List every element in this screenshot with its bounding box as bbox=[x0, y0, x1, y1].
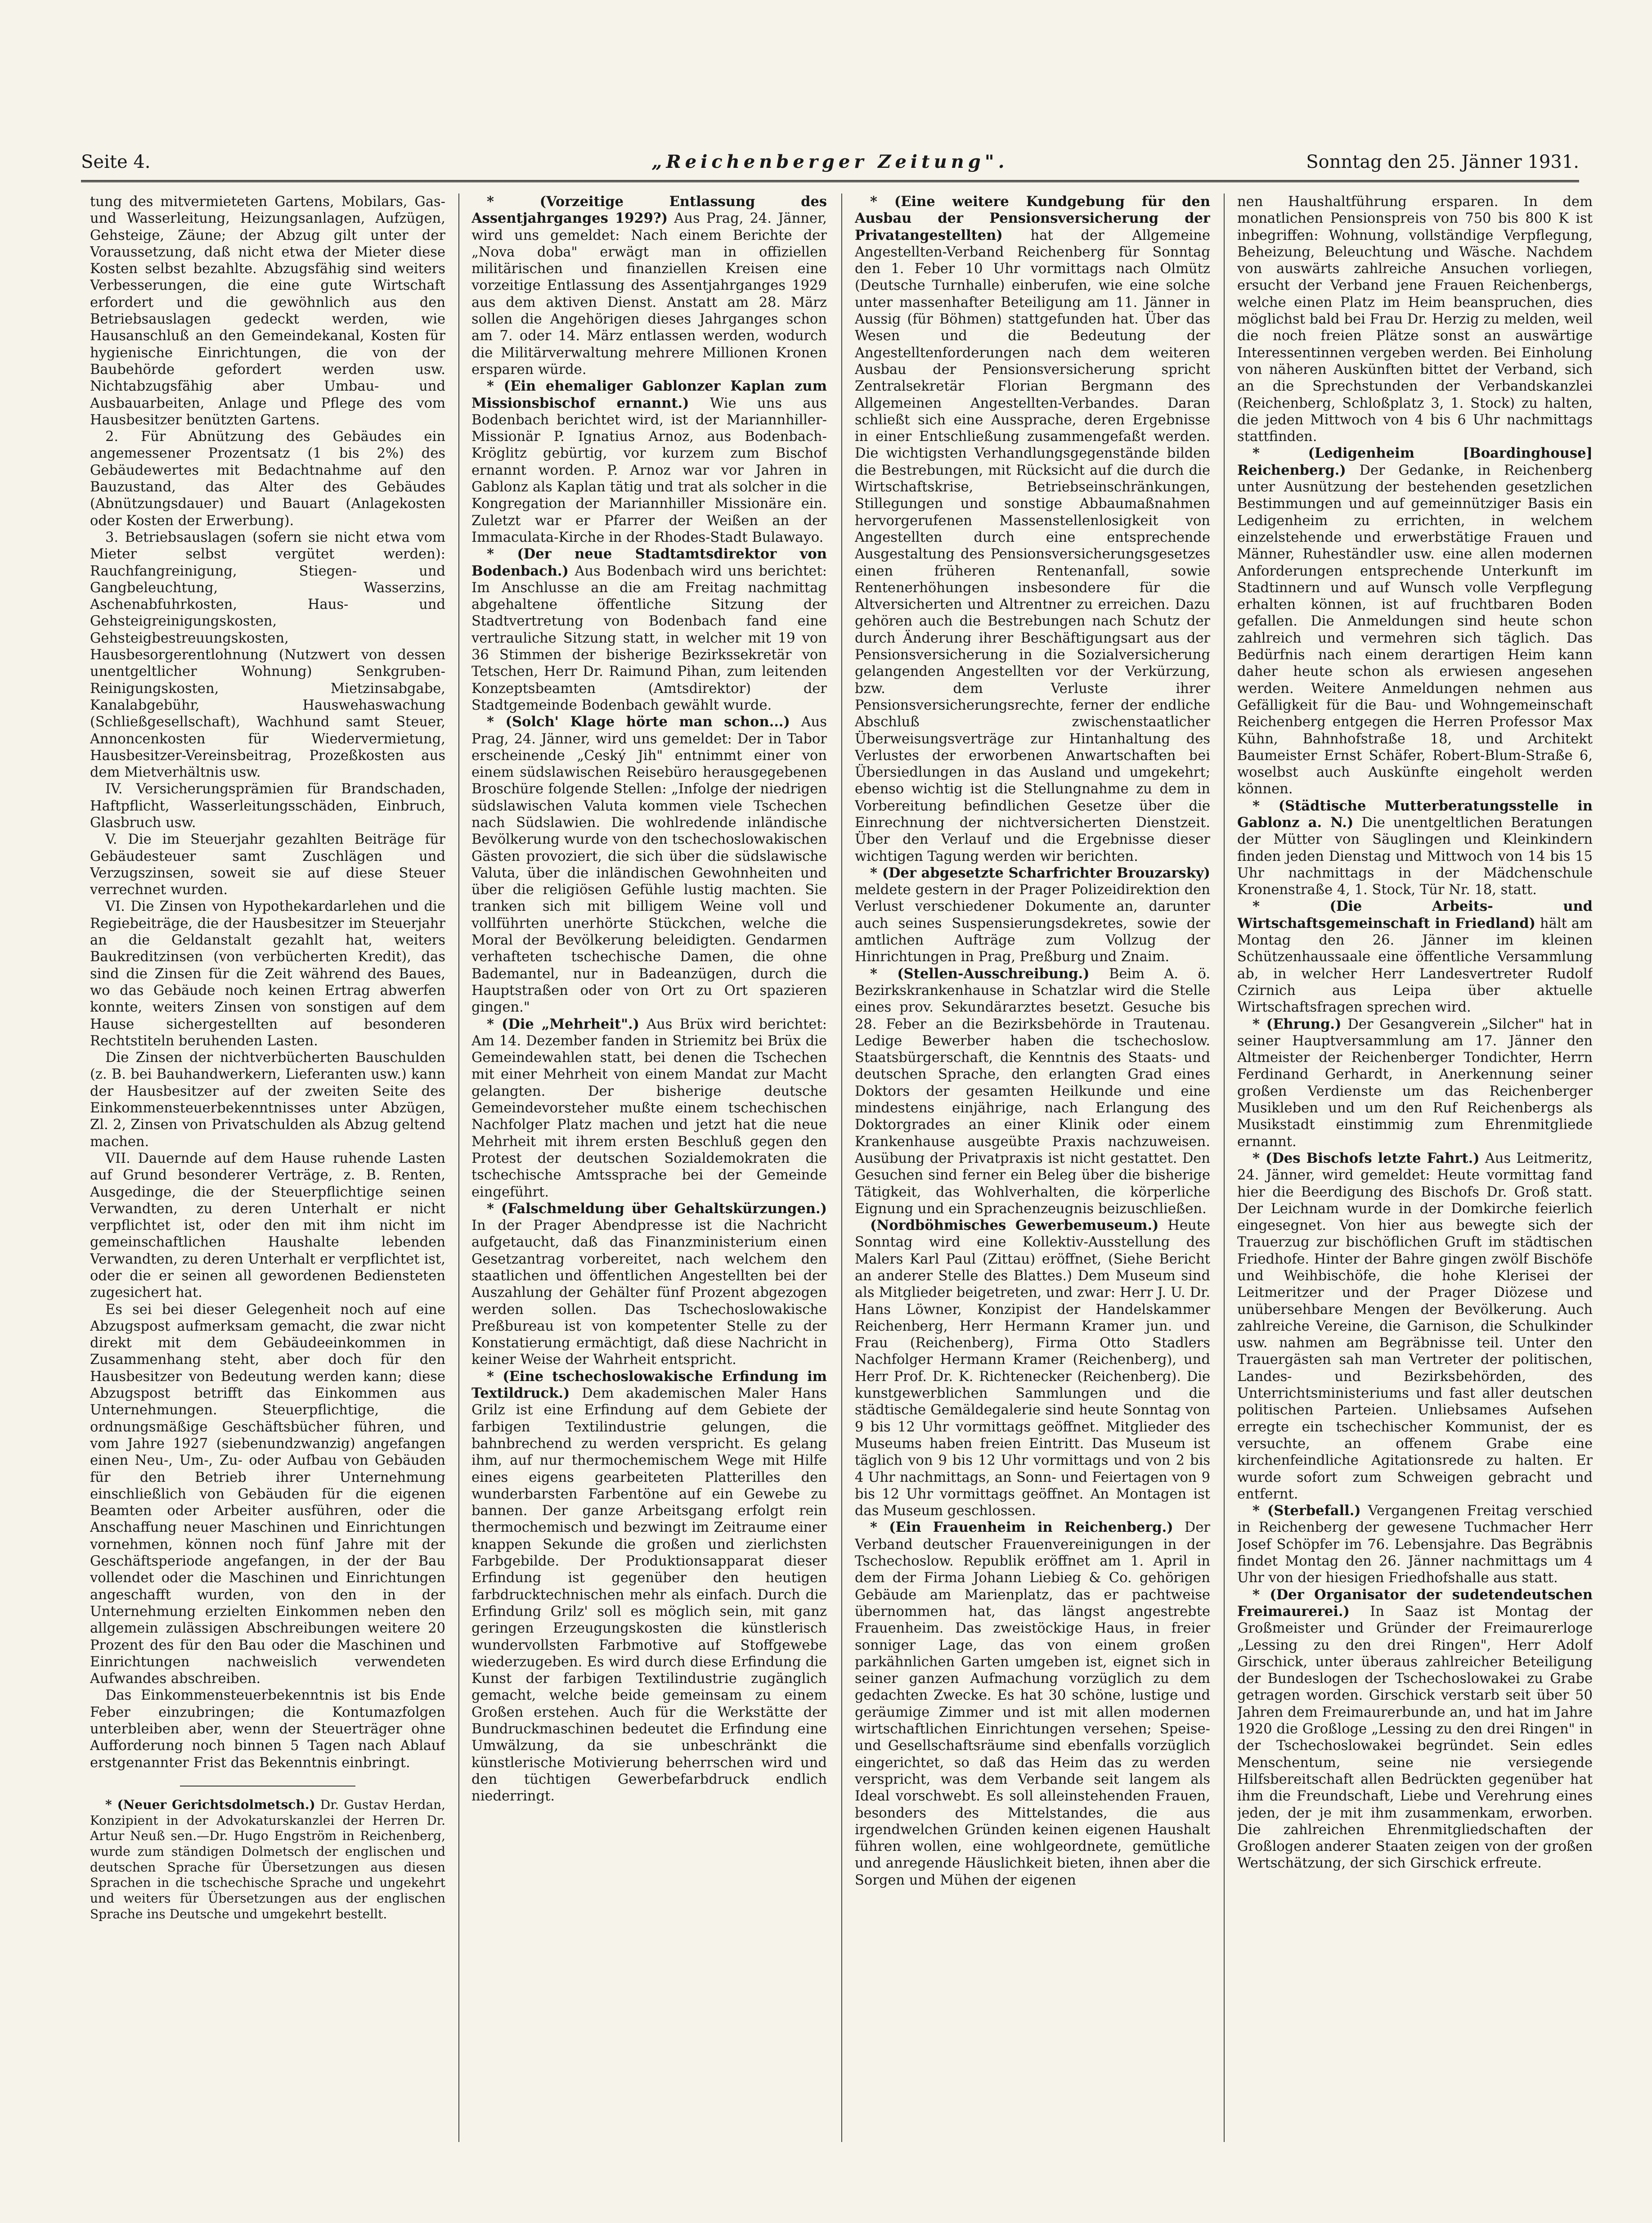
article-text: Aus Prag, 24. Jänner, wird uns gemeldet: Der in Tabor erscheinende „Ceský Jih" entnimmt einer von einem südslawischen Reisebüro herausgegebenen Broschüre folgende Stellen: „Infolge der niedrigen südslawischen Valuta kommen viele Tschechen nach Südslawien. Die wohlredende inländische Bevölkerung wurde von den tschechoslowakischen Gästen provoziert, die sich über die südslawische Valuta, über die inländischen Gewohnheiten und über die religiösen Gefühle lustig machten. Sie tranken sich mit billigem Weine voll und vollführten unerhörte Stückchen, welche die Moral der Bevölkerung beleidigten. Gendarmen verhafteten tschechische Damen, die ohne Bademantel, nur in Badeanzügen, durch die Hauptstraßen oder von Ort zu Ort spazieren gingen." bbox=[471, 714, 827, 1016]
article-paragraph bbox=[90, 898, 445, 1049]
article-paragraph bbox=[855, 1519, 1210, 1889]
article-paragraph bbox=[471, 714, 827, 1016]
article-text: Dem akademischen Maler Hans Grilz ist eine Erfindung auf dem Gebiete der farbigen Textilindustrie gelungen, die bahnbrechend zu werden verspricht. Es gelang ihm, auf nur thermochemischem Wege mit Hilfe eines eigens gearbeiteten Platterilles den wunderbarsten Farbentöne auf ein Gewebe zu bannen. Der ganze Arbeitsgang erfolgt rein thermochemisch und bezwingt im Zeitraume einer knappen Sekunde die großen und zierlichsten Farbgebilde. Der Produktionsapparat dieser Erfindung ist gegenüber den heutigen farbdrucktechnischen mehr als einfach. Durch die Erfindung Grilz' soll es möglich sein, mit ganz geringen Erzeugungskosten die künstlerisch wundervollsten Farbmotive auf Stoffgewebe wiederzugeben. Es wird durch diese Erfindung die Kunst der farbigen Textilindustrie zugänglich gemacht, welche beide gemeinsam zu einem Großen erstehen. Auch für die Werkstätte der Bundruckmaschinen bedeutet die Erfindung eine Umwälzung, da sie unbeschränkt die künstlerische Motivierung beherrschen wird und den tüchtigen Gewerbefarbdruck endlich niederringt. bbox=[471, 1386, 827, 1804]
article-text: VI. Die Zinsen von Hypothekardarlehen und die Regiebeiträge, die der Hausbesitzer im Steuerjahr an die Geldanstalt gezahlt hat, weiters Baukreditzinsen (von verbücherten Kredit), das sind die Zinsen für die Zeit während des Baues, wo das Gebäude noch keinen Ertrag abwerfen konnte, weiters Zinsen von sonstigen auf dem Hause sichergestellten auf besonderen Rechtstiteln beruhenden Lasten. bbox=[90, 899, 445, 1049]
article-paragraph bbox=[1237, 1587, 1593, 1872]
article-paragraph bbox=[855, 966, 1210, 1217]
header-rule bbox=[81, 180, 1579, 182]
article-heading: * (Neuer Gerichtsdolmetsch.) bbox=[105, 1797, 315, 1812]
article-paragraph bbox=[90, 1301, 445, 1688]
article-paragraph bbox=[471, 546, 827, 714]
article-text: hat der Allgemeine Angestellten-Verband Reichenberg für Sonntag den 1. Feber 10 Uhr vormittags nach Olmütz (Deutsche Turnhalle) einberufen, wie eine solche unter massenhafter Beteiligung am 11. Jänner in Aussig (für Böhmen) stattgefunden hat. Über das Wesen und die Bedeutung der Angestelltenforderungen nach dem weiteren Ausbau der Pensionsversicherung spricht Zentralsekretär Florian Bergmann des Allgemeinen Angestellten-Verbandes. Daran schließt sich eine Aussprache, deren Ergebnisse in einer Entschließung zusammengefaßt werden. Die wichtigsten Verhandlungsgegenstände bilden die Bestrebungen, mit Rücksicht auf die durch die Wirtschaftskrise, Betriebseinschränkungen, Stillegungen und sonstige Abbaumaßnahmen hervorgerufenen Massenstellenlosigkeit von Angestellten durch eine entsprechende Ausgestaltung des Pensionsversicherungsgesetzes einen früheren Rentenanfall, sowie Rentenerhöhungen insbesondere für die Altversicherten und Altrentner zu erreichen. Dazu gehören auch die Bestrebungen nach Schutz der durch Änderung ihrer Beschäftigungsart aus der Pensionsversicherung in die Sozialversicherung gelangenden Angestellten vor der Verkürzung, bzw. dem Verluste ihrer Pensionsversicherungsrechte, ferner der endliche Abschluß zwischenstaatlicher Überweisungsverträge zur Hintanhaltung des Verlustes der erworbenen Anwartschaften bei Übersiedlungen in das Ausland und umgekehrt; ebenso wichtig ist die Stellungnahme zu dem in Vorbereitung befindlichen Gesetze über die Einrechnung der nichtversicherten Dienstzeit. Über den Verlauf und die Ergebnisse dieser wichtigen Tagung werden wir berichten. bbox=[855, 227, 1210, 864]
article-text: 3. Betriebsauslagen (sofern sie nicht etwa vom Mieter selbst vergütet werden): Rauchfangreinigung, Stiegen- und Gangbeleuchtung, Wasserzins, Aschenabfuhrkosten, Haus- und Gehsteigreinigungskosten, Gehsteigbestreuungskosten, Hausbesorgerentlohnung (Nutzwert von dessen unentgeltlicher Wohnung) Senkgruben-Reinigungskosten, Mietzinsabgabe, Kanalabgebühr, Hauswehaswachung (Schließgesellschaft), Wachhund samt Steuer, Annoncenkosten für Wiedervermietung, Hausbesitzer-Vereinsbeitrag, Prozeßkosten aus dem Mietverhältnis usw. bbox=[90, 529, 445, 781]
article-text: Wie uns aus Bodenbach berichtet wird, ist der Mariannhiller-Missionär P. Ignatius Arnoz, aus Bodenbach-Kröglitz gebürtig, vor kurzem zum Bischof ernannt worden. P. Arnoz war vor Jahren in Gablonz als Kaplan tätig und trat als solcher in die Kongregation der Mariannhiller Missionäre ein. Zuletzt war er Pfarrer der Weißen an der Immaculata-Kirche in der Rhodes-Stadt Bulawayo. bbox=[471, 395, 827, 545]
article-paragraph bbox=[90, 1049, 445, 1150]
article-paragraph bbox=[90, 1150, 445, 1301]
article-paragraph bbox=[471, 1201, 827, 1368]
article-heading: * (Städtische Mutterberatungsstelle in Gablonz a. N.) bbox=[1237, 797, 1593, 831]
article-paragraph bbox=[1237, 1503, 1593, 1586]
article-paragraph bbox=[1237, 1016, 1593, 1150]
article-heading: * (Sterbefall.) bbox=[1252, 1503, 1361, 1519]
article-paragraph bbox=[1237, 898, 1593, 1016]
article-heading: * (Der Organisator der sudetendeutschen Freimaurerei.) bbox=[1237, 1586, 1593, 1620]
article-paragraph bbox=[471, 1016, 827, 1201]
article-heading: * (Stellen-Ausschreibung.) bbox=[870, 965, 1090, 982]
article-text: Dr. Gustav Herdan, Konzipient in der Advokaturskanzlei der Herren Dr. Artur Neuß sen.—Dr. Hugo Engström in Reichenberg, wurde zum ständigen Dolmetsch der englischen und deutschen Sprache für Übersetzungen aus diesen Sprachen in die tschechische Sprache und ungekehrt und weiters für Übersetzungen aus der englischen Sprache ins Deutsche und umgekehrt bestellt. bbox=[90, 1797, 445, 1922]
page-number: Seite 4. bbox=[81, 152, 151, 172]
article-paragraph bbox=[90, 194, 445, 428]
issue-date: Sonntag den 25. Jänner 1931. bbox=[1306, 152, 1579, 172]
article-paragraph bbox=[855, 865, 1210, 966]
article-paragraph bbox=[1237, 194, 1593, 445]
article-paragraph bbox=[90, 831, 445, 898]
article-text: VII. Dauernde auf dem Hause ruhende Lasten auf Grund besonderer Verträge, z. B. Renten, Ausgedinge, die der Steuerpflichtige seinen Verwandten, zu deren Unterhalt er nicht verpflichtet ist, oder den mit ihm nicht im gemeinschaftlichen Haushalte lebenden Verwandten, zu deren Unterhalt er verpflichtet ist, oder die er seinen all gewordenen Bediensteten zugesichert hat. bbox=[90, 1150, 445, 1301]
article-text: Der Gedanke, in Reichenberg unter Ausnützung der bestehenden gesetzlichen Bestimmungen und auf gemeinnütziger Basis ein Ledigenheim zu errichten, in welchem einzelstehende und erwerbstätige Frauen und Männer, Ruheständler usw. eine allen modernen Anforderungen entsprechende Unterkunft im Stadtinnern und auf Wunsch volle Verpflegung erhalten können, ist auf fruchtbaren Boden gefallen. Die Anmeldungen sind heute schon zahlreich und vermehren sich täglich. Das Bedürfnis nach einem derartigen Heim kann daher heute schon als erwiesen angesehen werden. Weitere Anmeldungen nehmen aus Gefälligkeit für die Bau- und Wohngemeinschaft Reichenberg entgegen die Herren Professor Max Kühn, Bahnhofstraße 18, und Architekt Baumeister Ernst Schäfer, Robert-Blum-Straße 6, woselbst auch Auskünfte eingeholt werden können. bbox=[1237, 462, 1593, 797]
article-text: Vergangenen Freitag verschied in Reichenberg der gewesene Tuchmacher Herr Josef Schöpfer im 76. Lebensjahre. Das Begräbnis findet Montag den 26. Jänner nachmittags um 4 Uhr von der hiesigen Friedhofshalle aus statt. bbox=[1237, 1503, 1593, 1586]
article-text: Der Verband deutscher Frauenvereinigungen in der Tschechoslow. Republik eröffnet am 1. April in dem der Firma Johann Liebieg & Co. gehörigen Gebäude am Marienplatz, das er pachtweise übernommen hat, das längst angestrebte Frauenheim. Das zweistöckige Haus, in freier sonniger Lage, das von einem großen parkähnlichen Garten umgeben ist, eignet sich in seiner ganzen Aufmachung vorzüglich zu dem gedachten Zwecke. Es hat 30 schöne, lustige und geräumige Zimmer und ist mit allen modernen wirtschaftlichen Einrichtungen versehen; Speise- und Gesellschaftsräume sind ebenfalls vorzüglich eingerichtet, so daß das Heim das zu werden verspricht, was dem Verbande seit langem als Ideal vorschwebt. Es soll alleinstehenden Frauen, besonders des Mittelstandes, die aus irgendwelchen Gründen keinen eigenen Haushalt führen wollen, eine wohlgeordnete, gemütliche und anregende Häuslichkeit bieten, ihnen aber die Sorgen und Mühen der eigenen bbox=[855, 1520, 1210, 1888]
article-text: nen Haushaltführung ersparen. In dem monatlichen Pensionspreis von 750 bis 800 K ist inbegriffen: Wohnung, vollständige Verpflegung, Beheizung, Beleuchtung und Wäsche. Nachdem von auswärts zahlreiche Ansuchen vorliegen, ersucht der Verband jene Frauen Reichenbergs, welche einen Platz im Heim beanspruchen, dies möglichst bald bei Frau Dr. Herzig zu melden, weil die noch freien Plätze sonst an auswärtige Interessentinnen vergeben werden. Bei Einholung von näheren Auskünften bittet der Verband, sich an die Sprechstunden der Verbandskanzlei (Reichenberg, Schloßplatz 3, 1. Stock) zu halten, die jeden Mittwoch von 4 bis 6 Uhr nachmittags stattfinden. bbox=[1237, 194, 1593, 445]
article-text: Beim A. ö. Bezirkskrankenhause in Schatzlar wird die Stelle eines prov. Sekundärarztes besetzt. Gesuche bis 28. Feber an die Bezirksbehörde in Trautenau. Ledige Bewerber haben die tschechoslow. Staatsbürgerschaft, die Kenntnis des Staats- und deutschen Sprache, den erlangten Grad eines Doktors der gesamten Heilkunde und eine mindestens einjährige, nach Erlangung des Doktorgrades an einer Klinik oder einem Krankenhause ausgeübte Praxis nachzuweisen. Ausübung der Privatpraxis ist nicht gestattet. Den Gesuchen sind ferner ein Beleg über die bisherige Tätigkeit, das Wohlverhalten, die körperliche Eignung und ein Sprachenzeugnis beizuschließen. bbox=[855, 966, 1210, 1217]
article-text: hält am Montag den 26. Jänner im kleinen Schützenhaussaale eine öffentliche Versammlung ab, in welcher Herr Landesvertreter Rudolf Czirnich aus Leipa über aktuelle Wirtschaftsfragen sprechen wird. bbox=[1237, 915, 1593, 1016]
article-heading: * (Vorzeitige Entlassung des Assentjahrganges 1929?) bbox=[471, 194, 827, 227]
text-column-4 bbox=[1237, 194, 1593, 2142]
article-text: Das Einkommensteuerbekenntnis ist bis Ende Feber einzubringen; die Kontumazfolgen unterbleiben aber, wenn der Steuerträger ohne Aufforderung noch binnen 5 Tagen nach Ablauf erstgenannter Frist das Bekenntnis einbringt. bbox=[90, 1688, 445, 1771]
article-heading: * (Ledigenheim [Boardinghouse] Reichenberg.) bbox=[1237, 445, 1593, 478]
article-text: 2. Für Abnützung des Gebäudes ein angemessener Prozentsatz (1 bis 2%) des Gebäudewertes mit Bedachtnahme auf den Bauzustand, das Alter des Gebäudes (Abnützungsdauer) und Bauart (Anlagekosten oder Kosten der Erwerbung). bbox=[90, 429, 445, 529]
article-paragraph bbox=[855, 194, 1210, 865]
article-paragraph bbox=[855, 1217, 1210, 1519]
article-text: Es sei bei dieser Gelegenheit noch auf eine Abzugspost aufmerksam gemacht, die zwar nicht direkt mit dem Gebäudeeinkommen in Zusammenhang steht, aber doch für den Hausbesitzer von Bedeutung werden kann; diese Abzugspost betrifft das Einkommen aus Unternehmungen. Steuerpflichtige, die ordnungsmäßige Geschäftsbücher führen, und vom Jahre 1927 (siebenundzwanzig) angefangen einen Neu-, Um-, Zu- oder Aufbau von Gebäuden für den Betrieb ihrer Unternehmung einschließlich von Gebäuden für die eigenen Beamten oder Arbeiter ausführen, oder die Anschaffung neuer Maschinen und Einrichtungen vornehmen, können noch fünf Jahre mit der Geschäftsperiode angefangen, in der der Bau vollendet oder die Maschinen und Einrichtungen angeschafft wurden, von den in der Unternehmung erzielten Einkommen neben den allgemein zulässigen Abschreibungen weitere 20 Prozent des für den Bau oder die Maschinen und Einrichtungen nachweislich verwendeten Aufwandes abschreiben. bbox=[90, 1301, 445, 1687]
article-paragraph bbox=[90, 529, 445, 781]
article-paragraph bbox=[471, 194, 827, 378]
text-column-2 bbox=[471, 194, 827, 2142]
article-text: V. Die im Steuerjahr gezahlten Beiträge für Gebäudesteuer samt Zuschlägen und Verzugszinsen, soweit sie auf diese Steuer verrechnet wurden. bbox=[90, 832, 445, 898]
article-paragraph bbox=[471, 1368, 827, 1805]
column-divider bbox=[841, 194, 842, 2142]
article-heading: * (Des Bischofs letzte Fahrt.) bbox=[1252, 1150, 1480, 1166]
article-heading: * (Die „Mehrheit".) bbox=[487, 1016, 640, 1032]
article-heading: * (Eine tschechoslowakische Erfindung im Textildruck.) bbox=[471, 1368, 827, 1402]
article-paragraph bbox=[1237, 1150, 1593, 1503]
article-paragraph bbox=[90, 1687, 445, 1771]
article-text: meldete gestern in der Prager Polizeidirektion den Verlust verschiedener Dokumente an, darunter auch seines Suspensierungsdekretes, sowie der amtlichen Aufträge zum Vollzug der Hinrichtungen in Prag, Preßburg und Znaim. bbox=[855, 882, 1210, 965]
article-text: In der Prager Abendpresse ist die Nachricht aufgetaucht, daß das Finanzministerium einen Gesetzantrag vorbereitet, nach welchem den staatlichen und öffentlichen Angestellten bei der Auszahlung der Gehälter fünf Prozent abgezogen werden sollen. Das Tschechoslowakische Preßbureau ist von kompetenter Stelle zu der Konstatierung ermächtigt, daß diese Nachricht in keiner Weise der Wahrheit entspricht. bbox=[471, 1218, 827, 1368]
text-column-1 bbox=[90, 194, 445, 2142]
article-heading: * (Eine weitere Kundgebung für den Ausbau der Pensionsversicherung der Privatangestellten) bbox=[855, 194, 1210, 243]
article-text: tung des mitvermieteten Gartens, Mobilars, Gas- und Wasserleitung, Heizungsanlagen, Aufzügen, Gehsteige, Zäune; der Abzug gilt unter der Voraussetzung, daß nicht etwa der Mieter diese Kosten selbst bezahlte. Abzugsfähig sind weiters Verbesserungen, die eine gute Wirtschaft erfordert und die gewöhnlich aus den Betriebsauslagen gedeckt werden, wie Hausanschluß an den Gemeindekanal, Kosten für hygienische Einrichtungen, die von der Baubehörde gefordert werden usw. Nichtabzugsfähig aber Umbau- und Ausbauarbeiten, Anlage und Pflege des vom Hausbesitzer benützten Gartens. bbox=[90, 194, 445, 428]
article-text: Der Gesangverein „Silcher" hat in seiner Hauptversammlung am 17. Jänner den Altmeister der Reichenberger Tondichter, Herrn Ferdinand Gerhardt, in Anerkennung seiner großen Verdienste um das Reichenberger Musikleben und um den Ruf Reichenbergs als Musikstadt einstimmig zum Ehrenmitgliede ernannt. bbox=[1237, 1016, 1593, 1150]
article-text: Aus Bodenbach wird uns berichtet: Im Anschlusse an die am Freitag nachmittag abgehaltene öffentliche Sitzung der Stadtvertretung von Bodenbach fand eine vertrauliche Sitzung statt, in welcher mit 19 von 36 Stimmen der bisherige Bezirkssekretär von Tetschen, Herr Dr. Raimund Pihan, zum leitenden Konzeptsbeamten (Amtsdirektor) der Stadtgemeinde Bodenbach gewählt wurde. bbox=[471, 563, 827, 713]
article-paragraph bbox=[90, 781, 445, 831]
article-paragraph bbox=[1237, 445, 1593, 797]
article-text: In Saaz ist Montag der Großmeister und Gründer der Freimaurerloge „Lessing zu den drei Ringen", Herr Adolf Girschick, unter überaus zahlreicher Beteiligung der Bundeslogen der Tschechoslowakei zu Grabe getragen worden. Girschick verstarb seit über 50 Jahren dem Freimaurerbunde an, und hat im Jahre 1920 die Großloge „Lessing zu den drei Ringen" in der Tschechoslowakei begründet. Sein edles Menschentum, seine nie versiegende Hilfsbereitschaft allen Bedrückten gegenüber hat ihm die Freundschaft, Liebe und Verehrung eines jeden, der je mit ihm zusammenkam, erworben. Die zahlreichen Ehrenmitgliedschaften der Großlogen anderer Staaten zeigen von der großen Wertschätzung, der sich Girschick erfreute. bbox=[1237, 1603, 1593, 1872]
newspaper-name: „Reichenberger Zeitung". bbox=[651, 151, 1009, 172]
article-heading: * (Solch' Klage hörte man schon...) bbox=[487, 714, 790, 730]
article-text: Aus Prag, 24. Jänner, wird uns gemeldet: Nach einem Berichte der „Nova doba" erwägt man in offiziellen militärischen und finanziellen Kreisen eine vorzeitige Entlassung des Assentjahrganges 1929 aus dem aktiven Dienst. Anstatt am 28. März sollen die Angehörigen dieses Jahrganges schon am 7. oder 14. März entlassen werden, wodurch die Militärverwaltung mehrere Millionen Kronen ersparen würde. bbox=[471, 211, 827, 378]
article-heading: * (Ehrung.) bbox=[1252, 1016, 1342, 1032]
article-text: Die Zinsen der nichtverbücherten Bauschulden (z. B. bei Bauhandwerkern, Lieferanten usw.) kann der Hausbesitzer auf der zweiten Seite des Einkommensteuerbekenntnisses unter Abzügen, Zl. 2, Zinsen von Privatschulden als Abzug geltend machen. bbox=[90, 1050, 445, 1150]
article-heading: (Nordböhmisches Gewerbemuseum.) bbox=[870, 1217, 1159, 1234]
article-paragraph bbox=[471, 378, 827, 546]
article-heading: * (Falschmeldung über Gehaltskürzungen.) bbox=[487, 1200, 827, 1217]
article-heading: * (Ein Frauenheim in Reichenberg.) bbox=[870, 1519, 1173, 1536]
article-text: IV. Versicherungsprämien für Brandschaden, Haftpflicht, Wasserleitungsschäden, Einbruch, Glasbruch usw. bbox=[90, 781, 445, 831]
column-divider bbox=[1224, 194, 1225, 2142]
page-header bbox=[81, 148, 1579, 184]
article-text: Aus Leitmeritz, 24. Jänner, wird gemeldet: Heute vormittag fand hier die Beerdigung des Bischofs Dr. Groß statt. Der Leichnam wurde in der Domkirche feierlich eingesegnet. Von hier aus bewegte sich der Trauerzug zur bischöflichen Gruft im städtischen Friedhofe. Hinter der Bahre gingen zwölf Bischöfe und Weihbischöfe, die hohe Klerisei der Leitmeritzer und der Prager Diözese und unübersehbare Mengen der Bevölkerung. Auch zahlreiche Vereine, die Garnison, die Schulkinder usw. nahmen am Begräbnisse teil. Unter den Trauergästen sah man Vertreter der politischen, Landes- und Bezirksbehörden, des Unterrichtsministeriums und fast aller deutschen politischen Parteien. Unliebsames Aufsehen erregte ein tschechischer Kommunist, der es versuchte, an offenem Grabe eine kirchenfeindliche Agitationsrede zu halten. Er wurde sofort zum Schweigen gebracht und entfernt. bbox=[1237, 1150, 1593, 1502]
article-heading: * (Der abgesetzte Scharfrichter Brouzarsky) bbox=[870, 864, 1210, 881]
article-text: Aus Brüx wird berichtet: Am 14. Dezember fanden in Striemitz bei Brüx die Gemeindewahlen statt, bei denen die Tschechen mit einer Mehrheit von einem Mandat zur Macht gelangten. Der bisherige deutsche Gemeindevorsteher mußte einem tschechischen Nachfolger Platz machen und jetzt hat die neue Mehrheit mit ihrem ersten Beschluß gegen den Protest der deutschen Sozialdemokraten die tschechische Amtssprache bei der Gemeinde eingeführt. bbox=[471, 1016, 827, 1200]
article-heading: * (Ein ehemaliger Gablonzer Kaplan zum Missionsbischof ernannt.) bbox=[471, 378, 827, 411]
article-paragraph bbox=[1237, 798, 1593, 899]
article-heading: * (Die Arbeits- und Wirtschaftsgemeinschaft in Friedland) bbox=[1237, 898, 1593, 932]
text-column-3 bbox=[855, 194, 1210, 2142]
article-paragraph bbox=[90, 428, 445, 529]
article-heading: * (Der neue Stadtamtsdirektor von Bodenbach.) bbox=[471, 546, 827, 579]
article-paragraph bbox=[90, 1797, 445, 1922]
article-text: Heute Sonntag wird eine Kollektiv-Ausstellung des Malers Karl Paul (Zittau) eröffnet, (Siehe Bericht an anderer Stelle des Blattes.) Dem Museum sind als Mitglieder beigetreten, und zwar: Herr J. U. Dr. Hans Löwner, Konzipist der Handelskammer Reichenberg, Herr Hermann Kramer jun. und Frau (Reichenberg), Firma Otto Stadlers Nachfolger Hermann Kramer (Reichenberg), und Herr Prof. Dr. K. Richtenecker (Reichenberg). Die kunstgewerblichen Sammlungen und die städtische Gemäldegalerie sind heute Sonntag von 9 bis 12 Uhr vormittags geöffnet. Mitglieder des Museums haben freien Eintritt. Das Museum ist täglich von 9 bis 12 Uhr vormittags und von 2 bis 4 Uhr nachmittags, an Sonn- und Feiertagen von 9 bis 12 Uhr vormittags geöffnet. An Montagen ist das Museum geschlossen. bbox=[855, 1218, 1210, 1519]
article-text: Die unentgeltlichen Beratungen der Mütter von Säuglingen und Kleinkindern finden jeden Dienstag und Mittwoch von 14 bis 15 Uhr nachmittags in der Mädchenschule Kronenstraße 4, 1. Stock, Tür Nr. 18, statt. bbox=[1237, 814, 1593, 898]
column-divider bbox=[458, 194, 459, 2142]
